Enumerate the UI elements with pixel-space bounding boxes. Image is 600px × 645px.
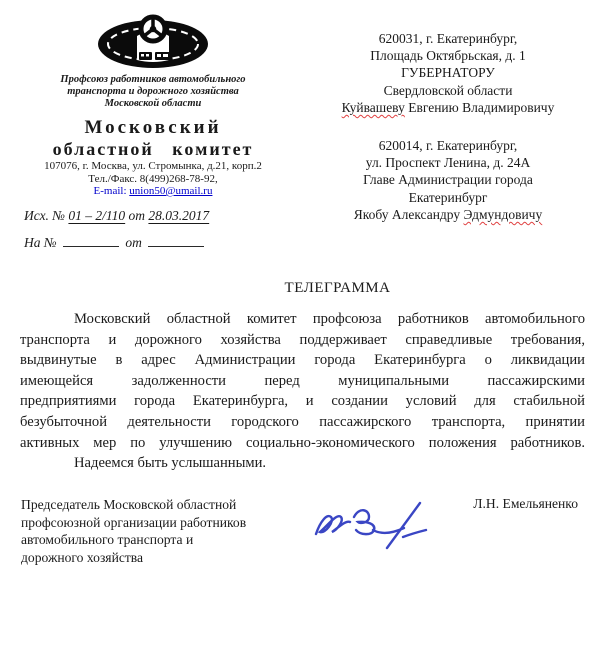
recipient-line: 620031, г. Екатеринбург,	[378, 31, 518, 46]
outgoing-ref-sep: от	[125, 208, 149, 223]
outgoing-ref-date: 28.03.2017	[148, 208, 210, 223]
body-line: предприятиями города Екатеринбурга, и создании условий для стабильной	[20, 393, 585, 410]
signatory-title-line: дорожного хозяйства	[21, 549, 144, 565]
body-line: имеющейся задолженности перед муниципальными пассажирскими	[20, 372, 585, 389]
signatory-title-line: Председатель Московской областной	[21, 497, 237, 512]
outgoing-ref-line	[24, 202, 209, 229]
incoming-ref-date-blank	[148, 234, 204, 247]
committee-title-line1: Московский	[84, 117, 222, 138]
incoming-ref-number-blank	[63, 234, 119, 247]
union-logo-icon	[97, 14, 209, 70]
recipient-line: Главе Администрации города	[363, 172, 533, 188]
email-line	[14, 185, 292, 198]
recipient-name-line	[303, 99, 593, 116]
body-line: безубыточной деятельности городского пассажирского транспорта, принятии	[20, 413, 585, 430]
body-line: активных мер по улучшению социально-экономического положения работников.	[20, 434, 585, 451]
incoming-ref-prefix: На №	[24, 235, 60, 250]
recipient-name-pre: Якобу Александру	[353, 206, 464, 222]
recipient-line: Свердловской области	[383, 82, 513, 98]
incoming-ref-sep: от	[125, 235, 142, 250]
recipient-line: ГУБЕРНАТОРУ	[401, 65, 495, 81]
signatory-title-line: профсоюзной организации работников	[21, 514, 247, 530]
signer-name: Л.Н. Емельяненко	[473, 496, 578, 511]
committee-title-line2: областной комитет	[52, 139, 254, 159]
body-line: транспорта и дорожного хозяйства поддерживает справедливые требования,	[20, 331, 585, 348]
recipient-name-line	[303, 206, 593, 223]
recipient-mayor	[303, 137, 593, 223]
recipient-governor	[303, 30, 593, 116]
union-name-line: Профсоюз работников автомобильного	[60, 74, 246, 85]
email-link[interactable]: union50@umail.ru	[129, 185, 213, 197]
telegram-title: ТЕЛЕГРАММА	[284, 280, 391, 296]
telegram-body	[20, 309, 585, 474]
email-label: E-mail:	[93, 185, 130, 197]
signatory-title	[21, 496, 283, 566]
recipients	[303, 30, 593, 223]
union-name-line: Московской области	[104, 98, 202, 109]
signatory-title-line: автомобильного транспорта и	[21, 532, 194, 548]
body-closing-line: Надеемся быть услышанными.	[74, 455, 267, 472]
recipient-line: 620014, г. Екатеринбург,	[378, 138, 518, 154]
recipient-name-rest: Евгению Владимировичу	[404, 99, 555, 115]
postal-address: 107076, г. Москва, ул. Стромынка, д.21, корп.2	[44, 160, 262, 172]
signature-scribble-icon	[310, 494, 442, 556]
letterhead	[14, 14, 292, 198]
recipient-patronymic-spellcheck: Эдмундовичу	[463, 206, 543, 222]
union-name-line: транспорта и дорожного хозяйства	[67, 86, 239, 97]
recipient-line: ул. Проспект Ленина, д. 24А	[365, 155, 531, 171]
body-line: выдвинутые в адрес Администрации города Екатеринбурга о ликвидации	[20, 352, 585, 369]
incoming-ref-line	[24, 229, 209, 256]
recipient-line: Екатеринбург	[408, 189, 488, 205]
body-line: Московский областной комитет профсоюза работников автомобильного	[74, 311, 585, 327]
recipient-line: Площадь Октябрьская, д. 1	[370, 48, 526, 64]
outgoing-ref-prefix: Исх. №	[24, 208, 69, 223]
outgoing-ref-number: 01 – 2/110	[68, 208, 126, 223]
recipient-surname-spellcheck: Куйвашеву	[341, 99, 405, 115]
reference-numbers	[24, 202, 209, 256]
phone-fax: Тел./Факс. 8(499)268-78-92,	[88, 172, 218, 185]
